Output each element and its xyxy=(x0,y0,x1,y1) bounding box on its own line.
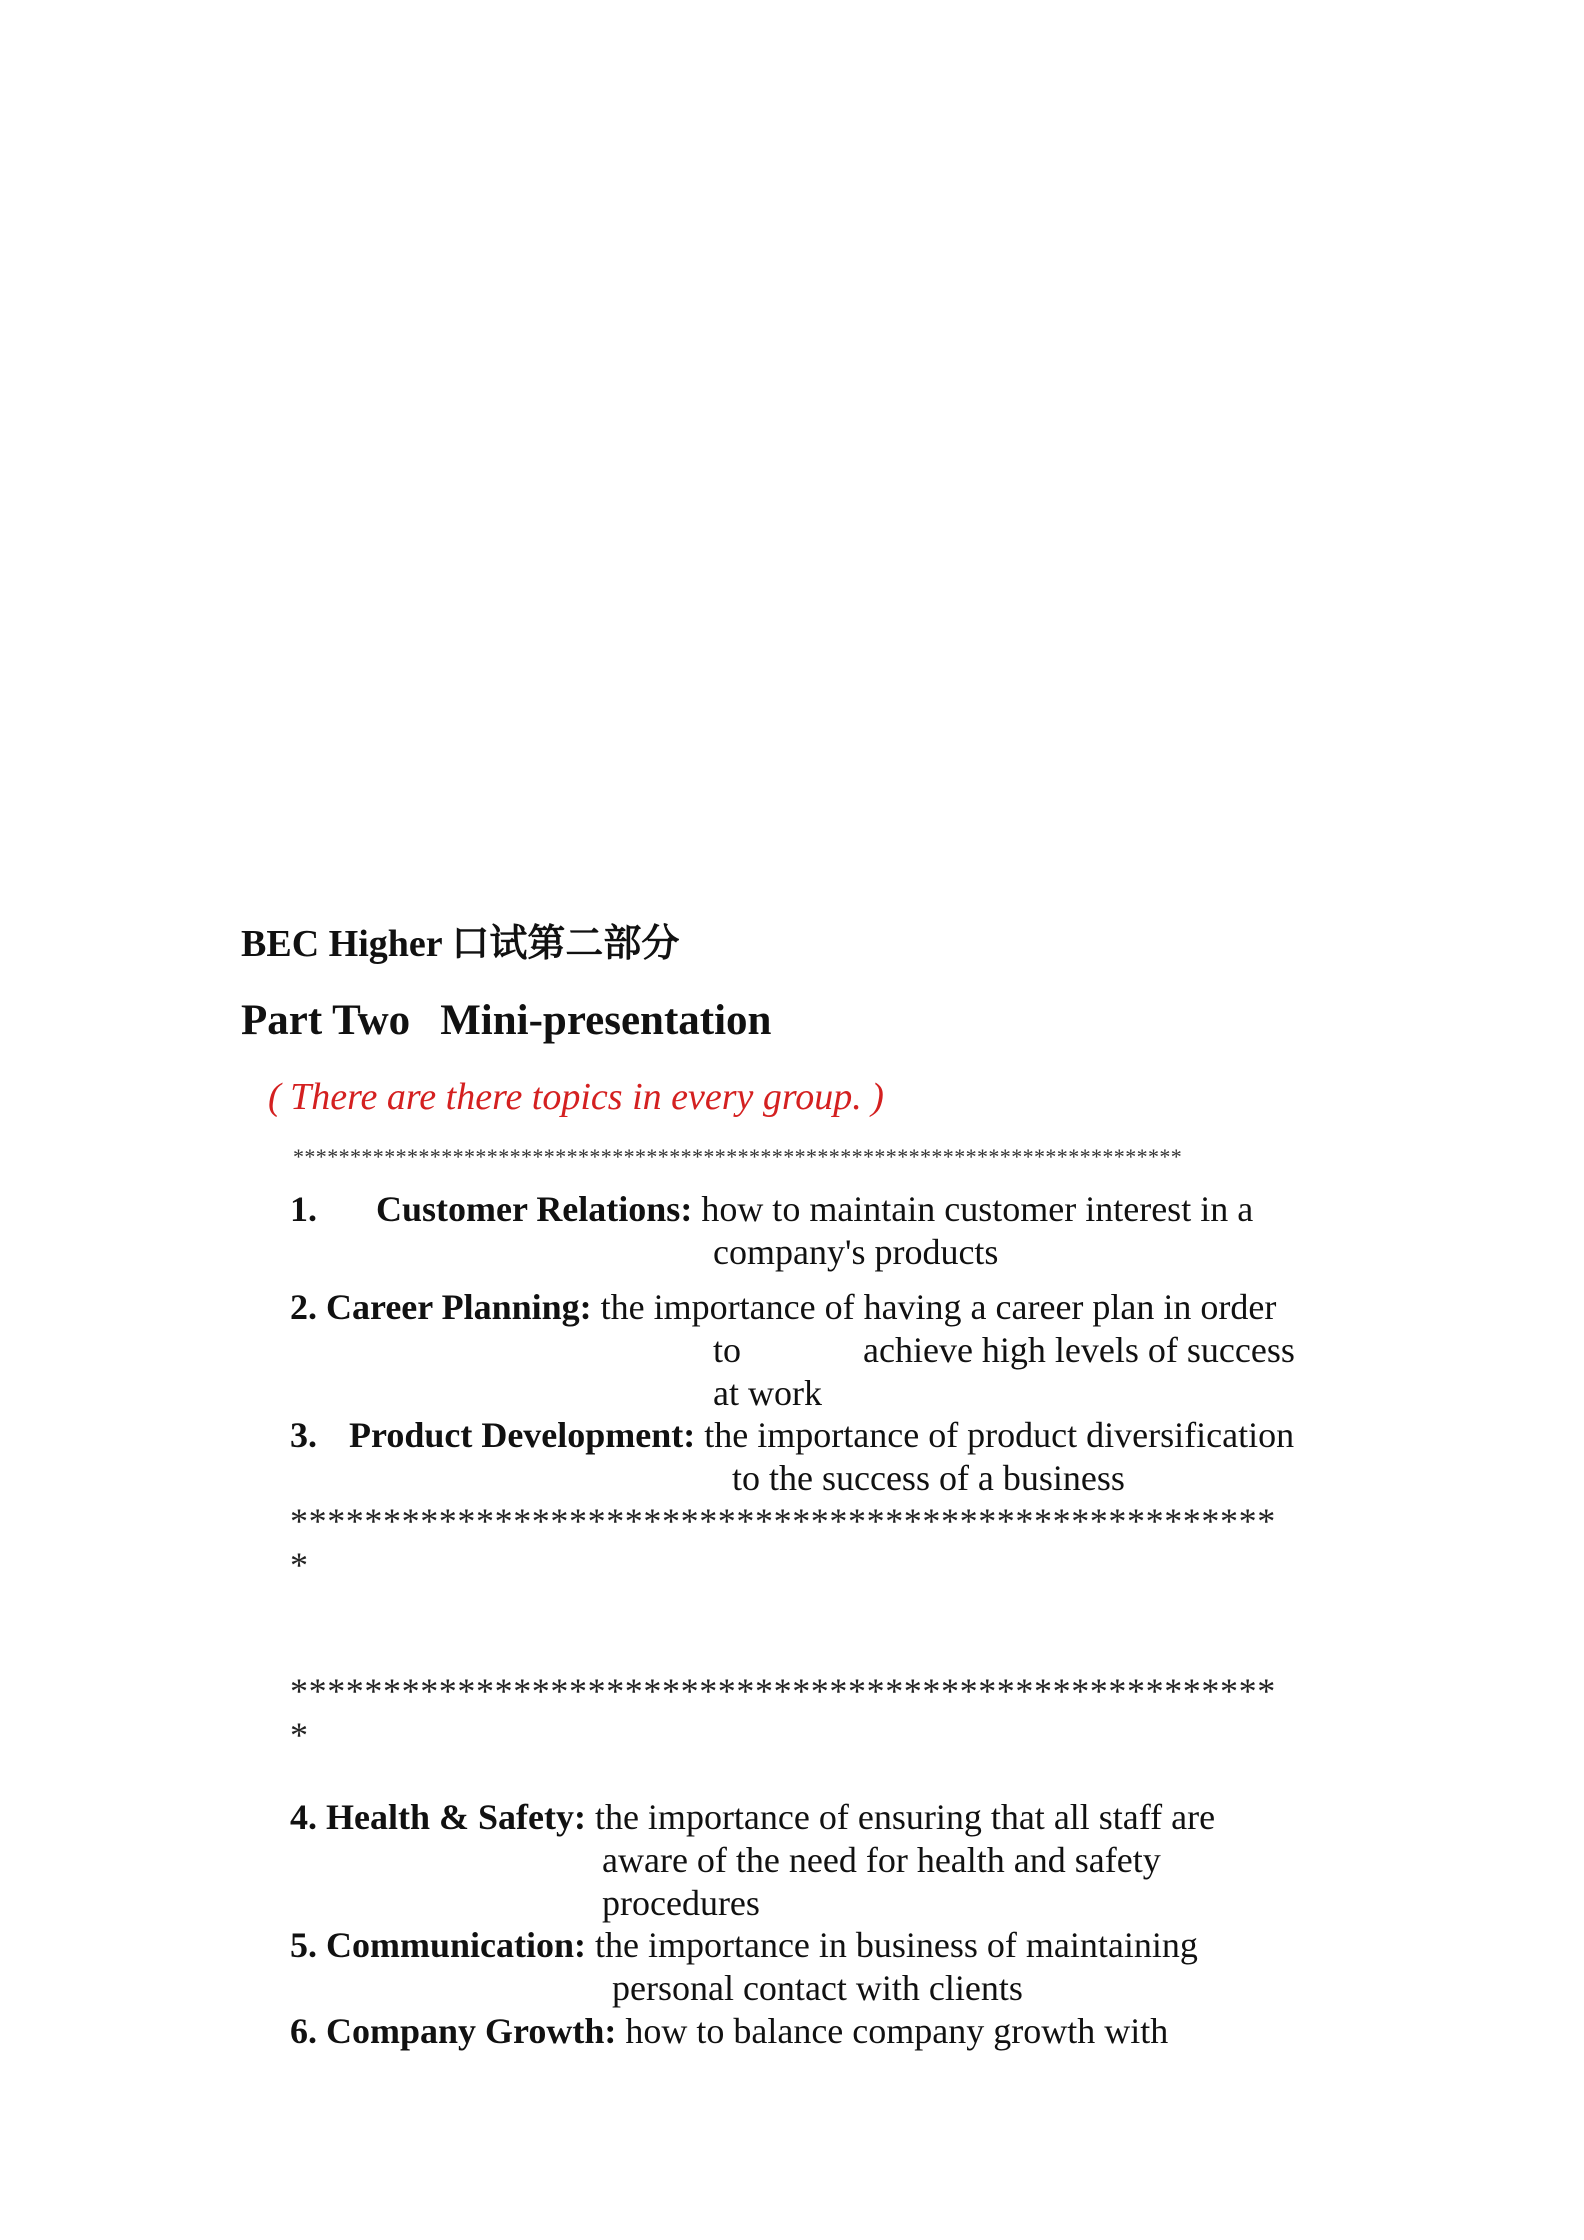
topic-text: the importance of having a career plan in order xyxy=(600,1287,1277,1327)
topic-2-continuation: at work xyxy=(713,1373,822,1413)
topic-text: the importance of ensuring that all staff are xyxy=(594,1797,1216,1837)
separator-second-group: ***************************************************** xyxy=(290,1671,1276,1711)
part-name: Mini-presentation xyxy=(440,997,772,1044)
topic-1-main xyxy=(376,1188,1253,1231)
topic-title: Health & Safety: xyxy=(326,1797,586,1837)
topic-number: 2. xyxy=(290,1287,317,1327)
topic-4-continuation: procedures xyxy=(602,1883,760,1923)
topic-text: how to maintain customer interest in a xyxy=(701,1189,1254,1229)
topic-3-continuation: to the success of a business xyxy=(732,1458,1125,1498)
separator-bottom-tail: * xyxy=(290,1545,308,1585)
topic-title: Career Planning: xyxy=(326,1287,592,1327)
topic-number: 1. xyxy=(290,1189,317,1229)
topic-2-main xyxy=(290,1286,1276,1329)
topic-1-continuation: company's products xyxy=(713,1232,999,1272)
topic-text: how to balance company growth with xyxy=(625,2011,1169,2051)
separator-top: ****************************************************************************** xyxy=(293,1144,1183,1169)
document-heading: BEC Higher 口试第二部分 xyxy=(241,923,680,965)
topic-3-main xyxy=(290,1414,1294,1457)
topics-note: ( There are there topics in every group. ) xyxy=(268,1076,884,1118)
topic-title: Customer Relations: xyxy=(376,1189,693,1229)
topic-4-main xyxy=(290,1796,1215,1839)
topic-2-continuation: achieve high levels of success xyxy=(863,1330,1295,1370)
topic-5-main xyxy=(290,1924,1198,1967)
separator-second-group-tail: * xyxy=(290,1715,308,1755)
separator-bottom: ***************************************************** xyxy=(290,1501,1276,1541)
topic-2-continuation: to xyxy=(713,1330,742,1370)
part-label: Part Two xyxy=(241,997,411,1044)
topic-title: Company Growth: xyxy=(326,2011,617,2051)
topic-4-continuation: aware of the need for health and safety xyxy=(602,1840,1161,1880)
topic-number: 5. xyxy=(290,1925,317,1965)
part-title xyxy=(241,995,771,1047)
topic-6-main xyxy=(290,2010,1168,2053)
topic-number: 4. xyxy=(290,1797,317,1837)
topic-text: the importance of product diversification xyxy=(704,1415,1295,1455)
topic-title: Communication: xyxy=(326,1925,586,1965)
topic-1 xyxy=(290,1188,317,1231)
topic-text: the importance in business of maintaining xyxy=(595,1925,1198,1965)
topic-number: 6. xyxy=(290,2011,317,2051)
topic-number: 3. xyxy=(290,1415,317,1455)
topic-title: Product Development: xyxy=(349,1415,696,1455)
topic-5-continuation: personal contact with clients xyxy=(612,1968,1023,2008)
